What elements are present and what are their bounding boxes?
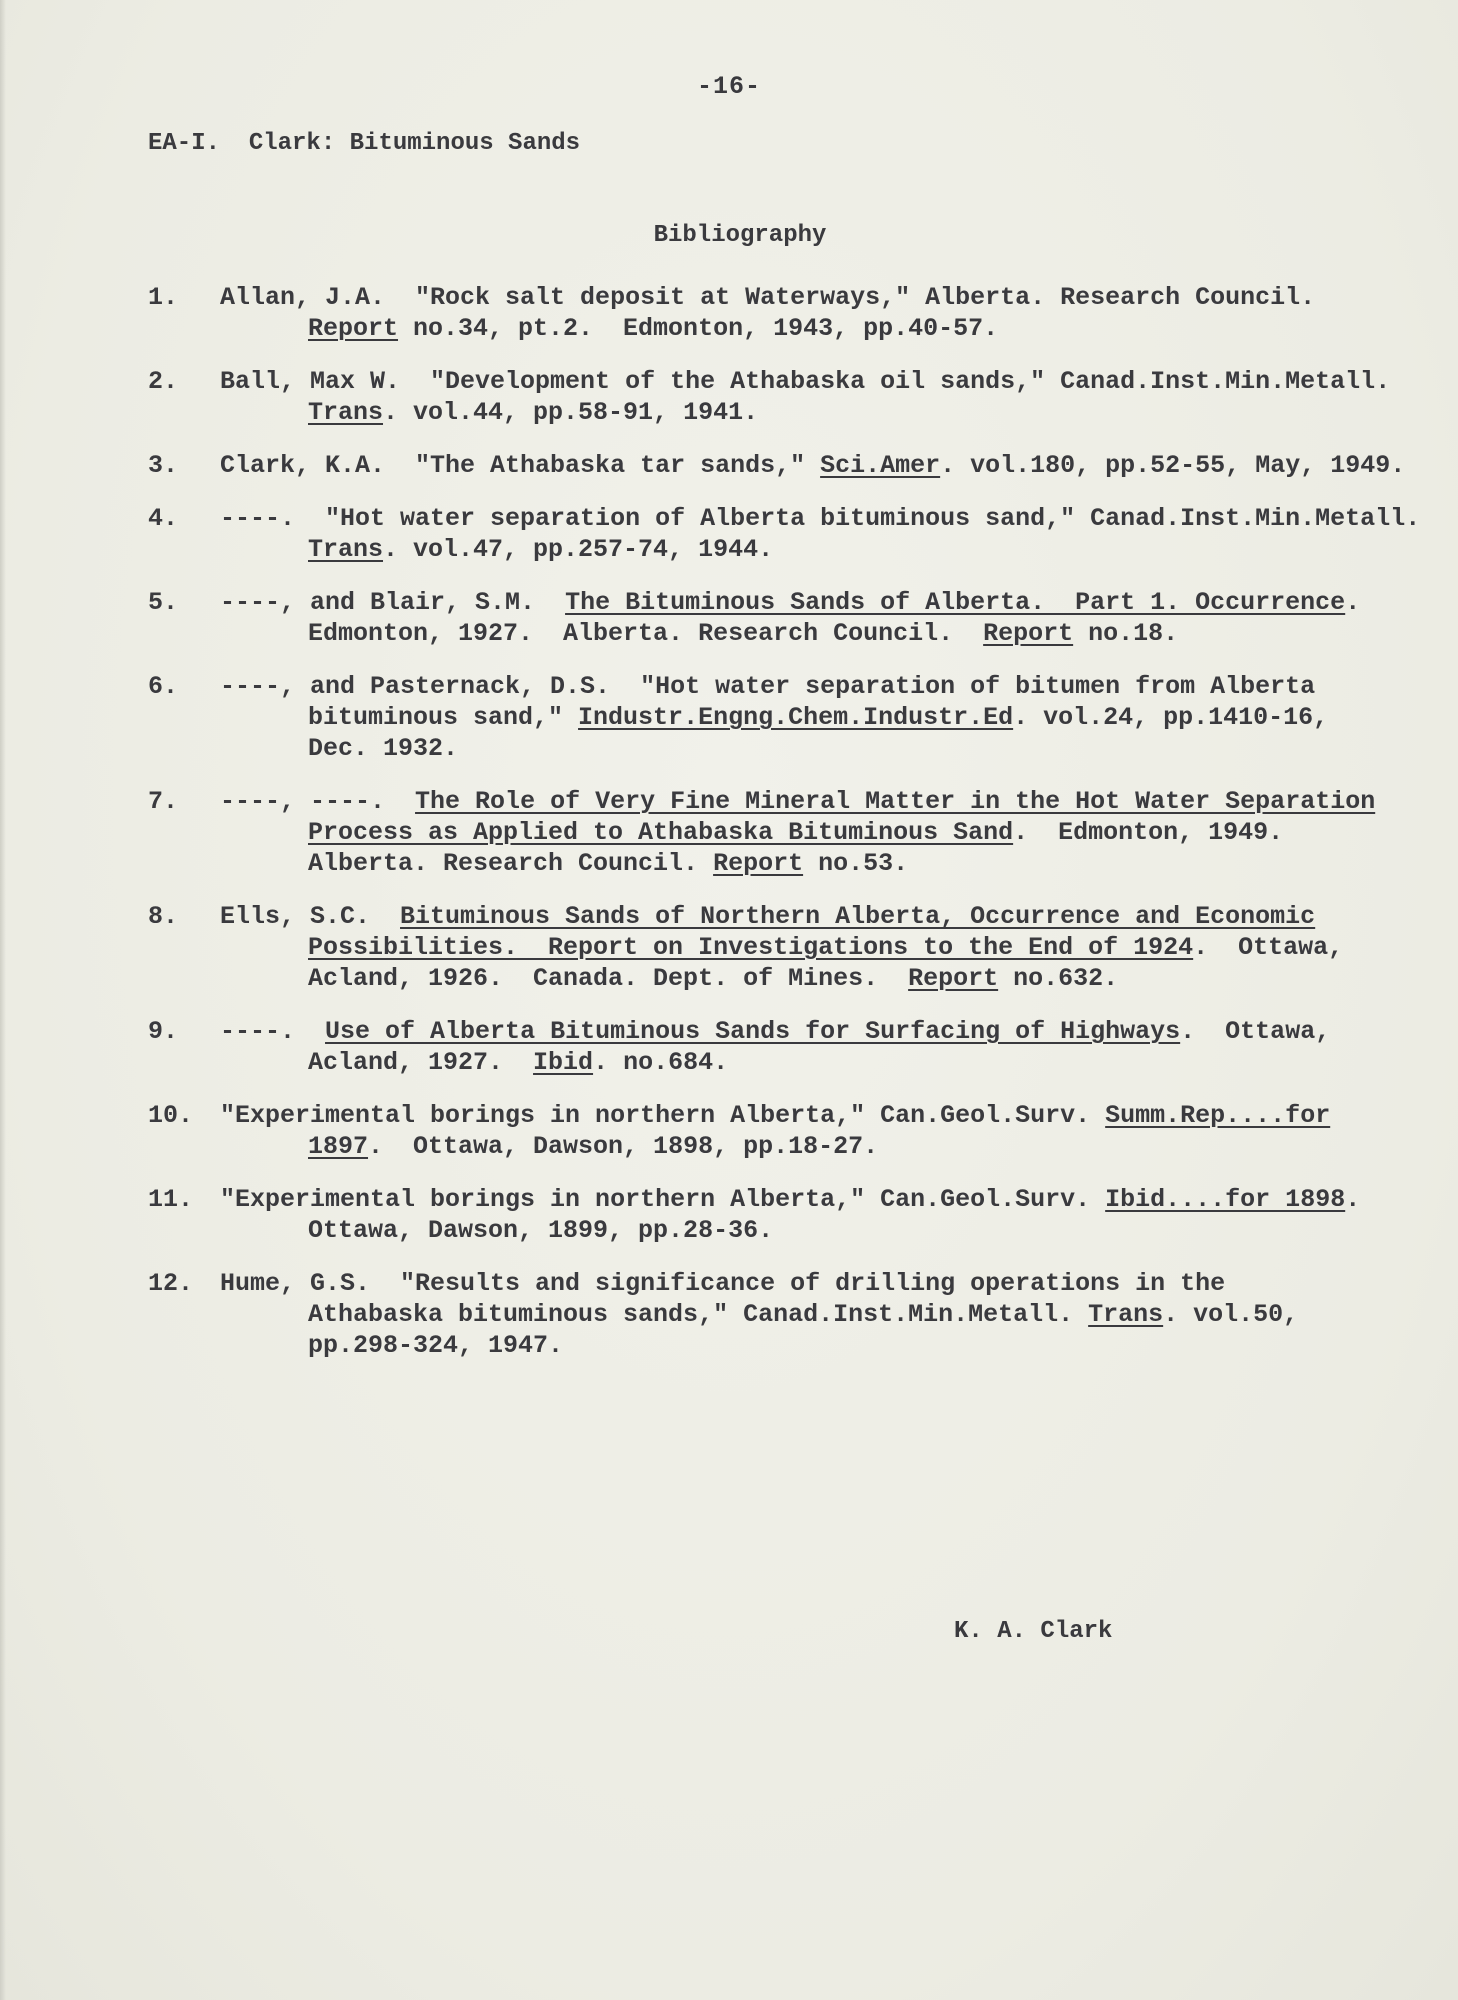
entry-text: Athabaska bituminous sands," Canad.Inst.Min.Metall. — [308, 1300, 1089, 1329]
bibliography-entry — [148, 901, 1418, 994]
entry-text: Clark, K.A. "The Athabaska tar sands," — [220, 451, 821, 480]
document-header: EA-I. Clark: Bituminous Sands — [148, 130, 581, 157]
entry-text: Hume, G.S. "Results and significance of drilling operations in the — [220, 1269, 1226, 1298]
entry-number: 12. — [148, 1269, 194, 1298]
entry-line — [148, 1268, 1418, 1299]
entry-number: 8. — [148, 902, 179, 931]
underlined-title: Industr.Engng.Chem.Industr.Ed — [578, 703, 1014, 732]
entry-line — [148, 848, 1418, 879]
entry-text: bituminous sand," — [308, 703, 579, 732]
entry-text: Dec. 1932. — [308, 734, 459, 763]
page-edge-shadow — [0, 0, 6, 2000]
entry-text: ----, and Pasternack, D.S. "Hot water separation of bitumen from Alberta — [220, 672, 1316, 701]
entry-text: . — [1345, 1185, 1361, 1214]
underlined-title: Report — [713, 849, 804, 878]
entry-text: ----. "Hot water separation of Alberta bituminous sand," Canad.Inst.Min.Metall. — [220, 504, 1421, 533]
entry-line — [148, 313, 1418, 344]
entry-text: Edmonton, 1927. Alberta. Research Council. — [308, 619, 984, 648]
bibliography-entry — [148, 1016, 1418, 1078]
underlined-title: Ibid — [533, 1048, 594, 1077]
entry-line — [148, 534, 1418, 565]
bibliography-entry — [148, 1184, 1418, 1246]
entry-line — [148, 1299, 1418, 1330]
underlined-title: The Role of Very Fine Mineral Matter in the Hot Water Separation — [415, 787, 1376, 816]
entry-text: Acland, 1927. — [308, 1048, 534, 1077]
entry-line — [148, 1047, 1418, 1078]
entry-line — [148, 1100, 1418, 1131]
bibliography-entry — [148, 671, 1418, 764]
underlined-title: Report — [308, 314, 399, 343]
entry-line — [148, 671, 1418, 702]
entry-text: . Edmonton, 1949. — [1013, 818, 1284, 847]
entry-text: no.18. — [1073, 619, 1179, 648]
author-signature: K. A. Clark — [954, 1618, 1113, 1645]
entry-number: 4. — [148, 504, 179, 533]
underlined-title: Process as Applied to Athabaska Bituminous Sand — [308, 818, 1014, 847]
entry-text: pp.298-324, 1947. — [308, 1331, 564, 1360]
entry-number: 2. — [148, 367, 179, 396]
entry-text: . vol.24, pp.1410-16, — [1013, 703, 1329, 732]
entry-text: . Ottawa, — [1193, 933, 1344, 962]
underlined-title: Bituminous Sands of Northern Alberta, Occurrence and Economic — [400, 902, 1316, 931]
entry-line — [148, 366, 1418, 397]
entry-line — [148, 702, 1418, 733]
entry-line — [148, 1215, 1418, 1246]
underlined-title: Ibid....for 1898 — [1105, 1185, 1346, 1214]
entry-text: Acland, 1926. Canada. Dept. of Mines. — [308, 964, 909, 993]
entry-line — [148, 397, 1418, 428]
entry-text: . no.684. — [593, 1048, 729, 1077]
underlined-title: Trans — [308, 535, 384, 564]
entry-text: . Ottawa, — [1180, 1017, 1331, 1046]
entry-text: . vol.47, pp.257-74, 1944. — [383, 535, 774, 564]
entry-number: 7. — [148, 787, 179, 816]
entry-text: ----, and Blair, S.M. — [220, 588, 566, 617]
bibliography-entry — [148, 587, 1418, 649]
entry-text: no.53. — [803, 849, 909, 878]
underlined-title: Use of Alberta Bituminous Sands for Surfacing of Highways — [325, 1017, 1181, 1046]
entry-text: ----, ----. — [220, 787, 416, 816]
entry-line — [148, 587, 1418, 618]
entry-text: . — [1345, 588, 1361, 617]
entry-text: Ottawa, Dawson, 1899, pp.28-36. — [308, 1216, 774, 1245]
entry-line — [148, 1184, 1418, 1215]
entry-line — [148, 963, 1418, 994]
entry-line — [148, 1016, 1418, 1047]
entry-text: Ells, S.C. — [220, 902, 401, 931]
underlined-title: Report — [983, 619, 1074, 648]
entry-number: 3. — [148, 451, 179, 480]
entry-text: no.632. — [998, 964, 1119, 993]
entry-line — [148, 786, 1418, 817]
bibliography-heading: Bibliography — [653, 222, 827, 249]
underlined-title: Trans — [308, 398, 384, 427]
bibliography-entry — [148, 282, 1418, 344]
entry-text: . Ottawa, Dawson, 1898, pp.18-27. — [368, 1132, 879, 1161]
underlined-title: Report — [908, 964, 999, 993]
entry-number: 10. — [148, 1101, 194, 1130]
entry-number: 9. — [148, 1017, 179, 1046]
entry-text: Allan, J.A. "Rock salt deposit at Waterways," Alberta. Research Council. — [220, 283, 1316, 312]
entry-text: . vol.180, pp.52-55, May, 1949. — [940, 451, 1406, 480]
entry-line — [148, 817, 1418, 848]
entry-number: 5. — [148, 588, 179, 617]
entry-number: 11. — [148, 1185, 194, 1214]
bibliography-entry — [148, 450, 1418, 481]
entry-number: 1. — [148, 283, 179, 312]
entry-text: no.34, pt.2. Edmonton, 1943, pp.40-57. — [398, 314, 999, 343]
entry-line — [148, 1330, 1418, 1361]
bibliography-entry — [148, 1100, 1418, 1162]
entry-line — [148, 618, 1418, 649]
underlined-title: Possibilities. Report on Investigations to the End of 1924 — [308, 933, 1194, 962]
entry-text: Ball, Max W. "Development of the Athabaska oil sands," Canad.Inst.Min.Metall. — [220, 367, 1391, 396]
underlined-title: 1897 — [308, 1132, 369, 1161]
underlined-title: Sci.Amer — [820, 451, 941, 480]
entry-line — [148, 282, 1418, 313]
bibliography-entry — [148, 366, 1418, 428]
bibliography-entry — [148, 503, 1421, 565]
bibliography-entry — [148, 1268, 1418, 1361]
entry-line — [148, 901, 1418, 932]
bibliography-entry — [148, 786, 1418, 879]
entry-text: "Experimental borings in northern Alberta," Can.Geol.Surv. — [220, 1101, 1106, 1130]
entry-text: "Experimental borings in northern Alberta," Can.Geol.Surv. — [220, 1185, 1106, 1214]
entry-text: . vol.44, pp.58-91, 1941. — [383, 398, 759, 427]
page-number: -16- — [696, 72, 761, 101]
underlined-title: The Bituminous Sands of Alberta. Part 1. Occurrence — [565, 588, 1346, 617]
entry-line — [148, 733, 1418, 764]
underlined-title: Trans — [1088, 1300, 1164, 1329]
entry-line — [148, 503, 1421, 534]
entry-number: 6. — [148, 672, 179, 701]
entry-text: . vol.50, — [1163, 1300, 1299, 1329]
entry-line — [148, 932, 1418, 963]
entry-text: Alberta. Research Council. — [308, 849, 714, 878]
entry-text: ----. — [220, 1017, 326, 1046]
entry-line — [148, 450, 1418, 481]
entry-line — [148, 1131, 1418, 1162]
bibliography-list — [148, 282, 1421, 1383]
underlined-title: Summ.Rep....for — [1105, 1101, 1331, 1130]
